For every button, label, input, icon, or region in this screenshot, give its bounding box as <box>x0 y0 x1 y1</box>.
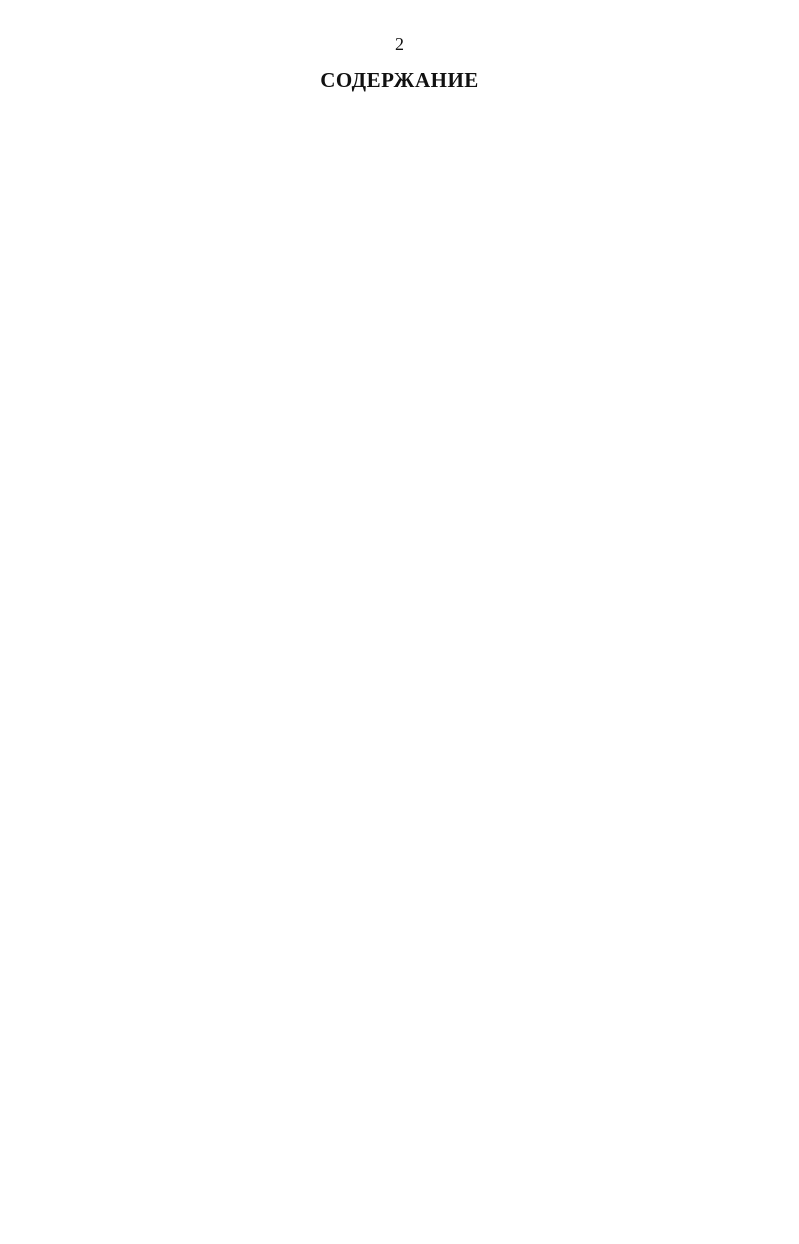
page-title: СОДЕРЖАНИЕ <box>320 68 479 92</box>
page-number: 2 <box>395 34 404 54</box>
